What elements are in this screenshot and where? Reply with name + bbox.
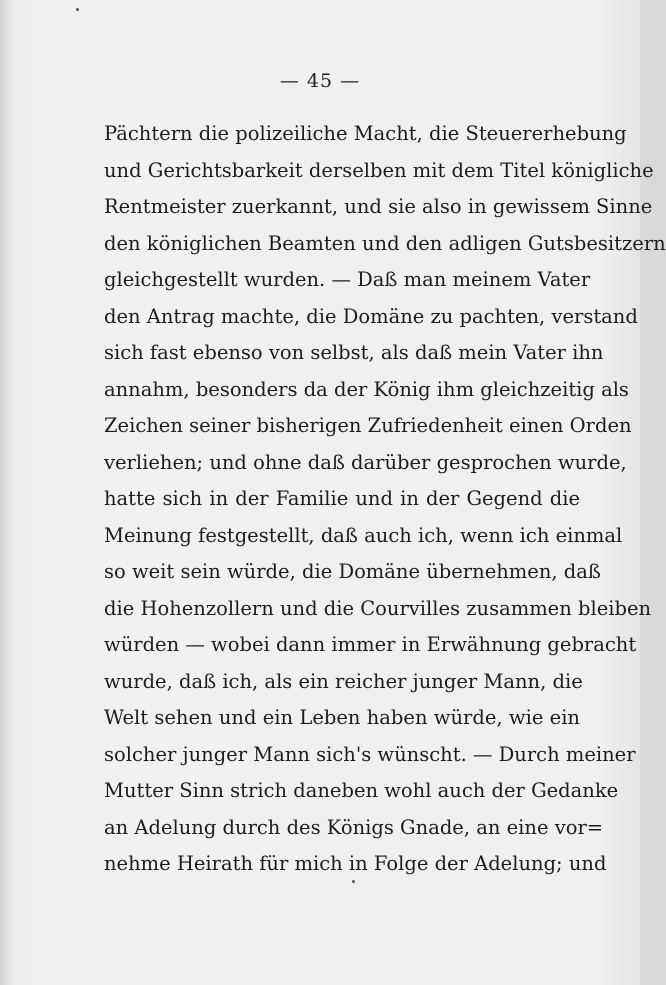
text-line: Pächtern die polizeiliche Macht, die Steuererhebung xyxy=(104,122,627,145)
text-line: Zeichen seiner bisherigen Zufriedenheit einen Orden xyxy=(104,414,632,437)
text-line: Mutter Sinn strich daneben wohl auch der Gedanke xyxy=(104,779,619,802)
text-line: Welt sehen und ein Leben haben würde, wie ein xyxy=(104,706,580,729)
text-line: Rentmeister zuerkannt, und sie also in gewissem Sinne xyxy=(104,195,653,218)
body-text xyxy=(104,116,666,883)
text-line: nehme Heirath für mich in Folge der Adelung; und xyxy=(104,852,607,875)
text-line: sich fast ebenso von selbst, als daß mein Vater ihn xyxy=(104,341,604,364)
paper-speck xyxy=(76,8,79,11)
text-line: gleichgestellt wurden. — Daß man meinem Vater xyxy=(104,268,591,291)
text-line: den königlichen Beamten und den adligen Gutsbesitzern xyxy=(104,231,666,255)
text-line: würden — wobei dann immer in Erwähnung gebracht xyxy=(104,633,637,656)
text-line: Meinung festgestellt, daß auch ich, wenn ich einmal xyxy=(104,523,623,547)
text-line: hatte sich in der Familie und in der Gegend die xyxy=(104,487,580,510)
text-line: die Hohenzollern und die Courvilles zusammen bleiben xyxy=(104,596,652,620)
page-number: — 45 — xyxy=(279,70,361,92)
text-line: den Antrag machte, die Domäne zu pachten, verstand xyxy=(104,304,638,328)
text-line: und Gerichtsbarkeit derselben mit dem Titel königliche xyxy=(104,158,654,182)
text-line: verliehen; und ohne daß darüber gesprochen wurde, xyxy=(104,450,627,474)
text-line: so weit sein würde, die Domäne übernehmen, daß xyxy=(104,560,601,583)
text-line: annahm, besonders da der König ihm gleichzeitig als xyxy=(104,377,629,401)
text-line: wurde, daß ich, als ein reicher junger Mann, die xyxy=(104,669,583,693)
text-line: solcher junger Mann sich's wünscht. — Durch meiner xyxy=(104,742,636,766)
text-line: an Adelung durch des Königs Gnade, an eine vor= xyxy=(104,815,604,839)
